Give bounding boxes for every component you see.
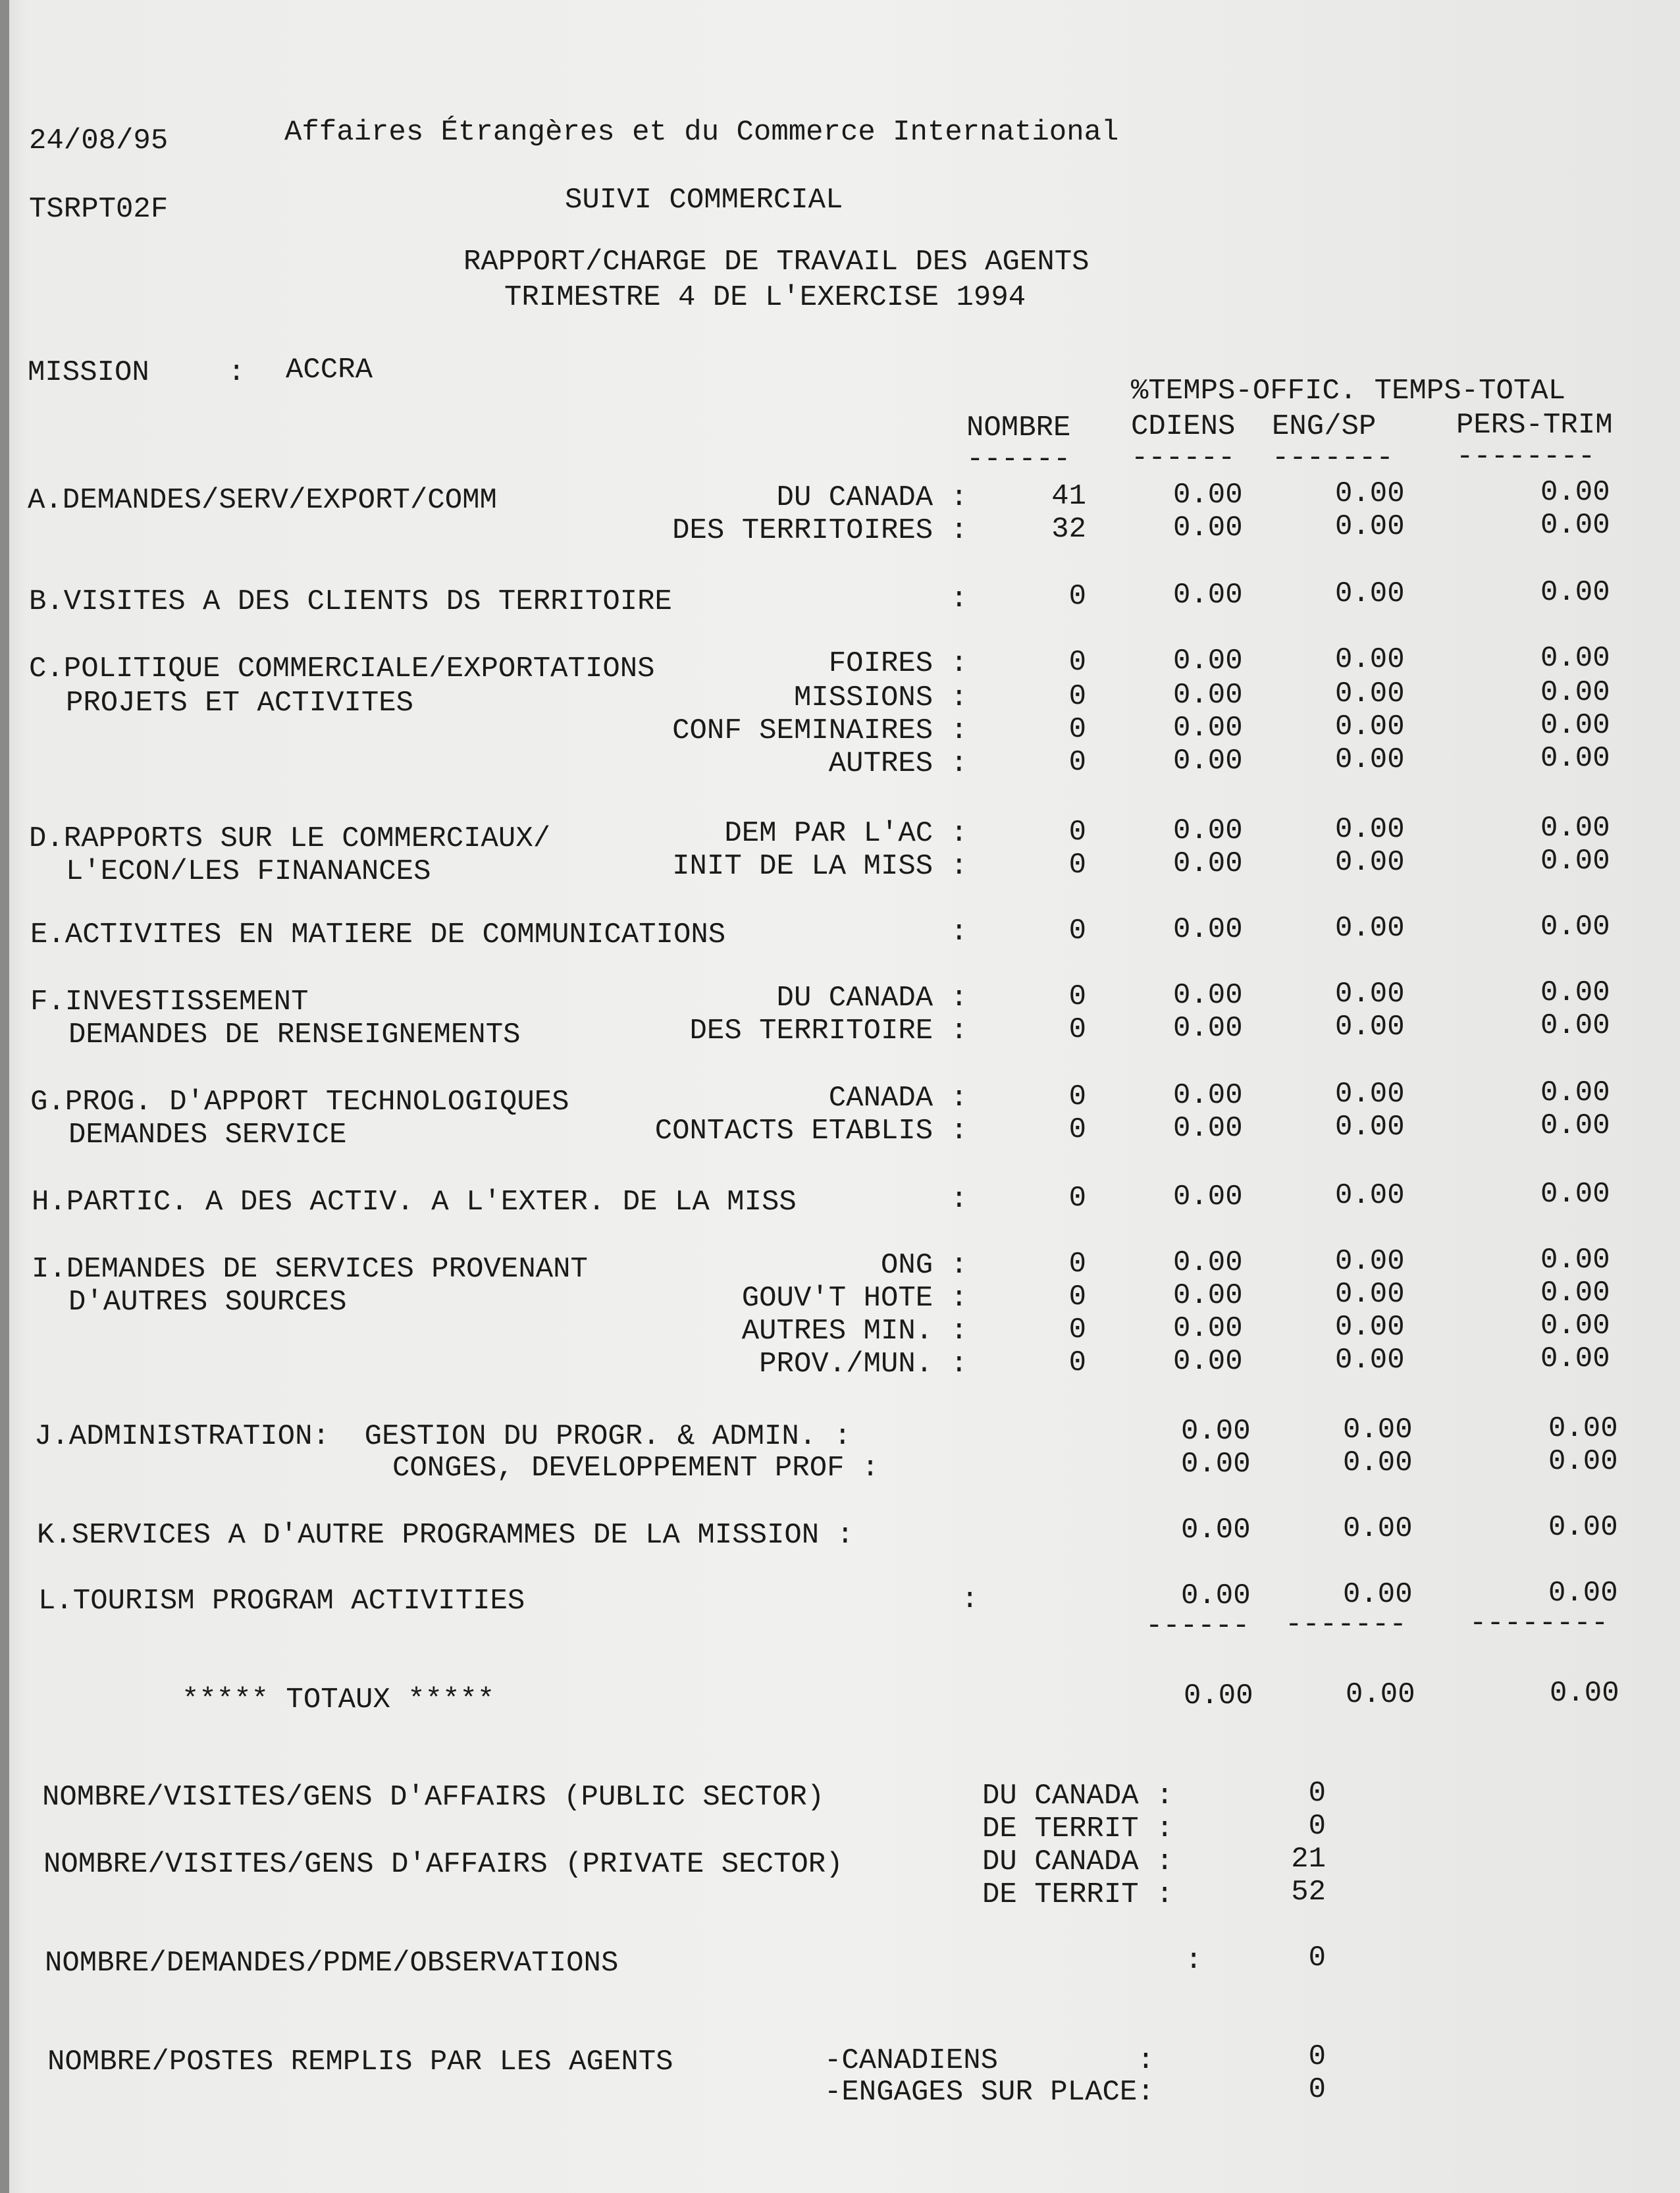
value-pers-trim: 0.00 <box>1540 509 1610 542</box>
row-sublabel: CONTACTS ETABLIS : <box>654 1115 968 1148</box>
value-nombre: 32 <box>1051 513 1086 546</box>
report-code: TSRPT02F <box>29 193 169 226</box>
value-engsp: 0.00 <box>1335 1311 1405 1344</box>
value-engsp: 0.00 <box>1335 912 1405 945</box>
mission-sep: : <box>228 356 246 389</box>
value-cdiens: 0.00 <box>1173 913 1243 946</box>
total-pers-trim: 0.00 <box>1550 1677 1619 1710</box>
visits-private-canada-value: 21 <box>1291 1843 1326 1876</box>
value-engsp: 0.00 <box>1343 1578 1413 1611</box>
report-date: 24/08/95 <box>29 124 169 157</box>
mission-label: MISSION <box>28 356 149 389</box>
value-engsp: 0.00 <box>1335 1111 1405 1144</box>
value-nombre: 0 <box>1068 914 1086 947</box>
postes-label: NOMBRE/POSTES REMPLIS PAR LES AGENTS <box>47 2046 673 2078</box>
value-pers-trim: 0.00 <box>1548 1445 1618 1478</box>
value-pers-trim: 0.00 <box>1548 1412 1618 1445</box>
value-engsp: 0.00 <box>1335 677 1405 710</box>
value-cdiens: 0.00 <box>1173 1246 1243 1279</box>
value-pers-trim: 0.00 <box>1540 1244 1610 1277</box>
value-pers-trim: 0.00 <box>1540 1178 1610 1211</box>
value-pers-trim: 0.00 <box>1540 812 1610 845</box>
mission-name: ACCRA <box>286 354 373 386</box>
value-cdiens: 0.00 <box>1173 1112 1243 1145</box>
value-nombre: 0 <box>1068 580 1086 613</box>
value-pers-trim: 0.00 <box>1540 845 1610 878</box>
value-nombre: 0 <box>1068 646 1086 679</box>
value-nombre: 0 <box>1068 1013 1086 1046</box>
row-sublabel: DU CANADA : <box>776 481 968 514</box>
value-cdiens: 0.00 <box>1173 479 1243 512</box>
value-pers-trim: 0.00 <box>1540 1309 1610 1342</box>
value-pers-trim: 0.00 <box>1540 1277 1610 1309</box>
value-cdiens: 0.00 <box>1173 1079 1243 1112</box>
row-sublabel: DEM PAR L'AC : <box>724 817 968 850</box>
row-label: C.POLITIQUE COMMERCIALE/EXPORTATIONS <box>29 652 655 685</box>
value-engsp: 0.00 <box>1335 510 1405 543</box>
value-nombre: 0 <box>1068 849 1086 882</box>
page-edge <box>0 0 9 2193</box>
row-label: PROJETS ET ACTIVITES <box>66 687 414 720</box>
value-pers-trim: 0.00 <box>1540 642 1610 675</box>
row-label: I.DEMANDES DE SERVICES PROVENANT <box>32 1253 588 1286</box>
value-engsp: 0.00 <box>1335 477 1405 510</box>
value-pers-trim: 0.00 <box>1540 911 1610 943</box>
value-pers-trim: 0.00 <box>1540 709 1610 742</box>
row-sublabel: FOIRES : <box>828 647 968 680</box>
column-group-heading: %TEMPS-OFFIC. TEMPS-TOTAL <box>1131 375 1566 408</box>
row-label: K.SERVICES A D'AUTRE PROGRAMMES DE LA MISSION : <box>37 1519 854 1552</box>
value-cdiens: 0.00 <box>1173 847 1243 880</box>
visits-public-canada-label: DU CANADA : <box>982 1780 1174 1812</box>
value-pers-trim: 0.00 <box>1540 1342 1610 1375</box>
row-label: G.PROG. D'APPORT TECHNOLOGIQUES <box>30 1086 569 1119</box>
column-heading-pers-trim: PERS-TRIM <box>1456 409 1613 442</box>
value-pers-trim: 0.00 <box>1540 1076 1610 1109</box>
value-engsp: 0.00 <box>1335 577 1405 610</box>
value-cdiens: 0.00 <box>1173 512 1243 544</box>
pdme-sep: : <box>1185 1944 1203 1977</box>
value-engsp: 0.00 <box>1335 743 1405 776</box>
row-sublabel: AUTRES : <box>828 747 968 780</box>
value-cdiens: 0.00 <box>1181 1514 1251 1546</box>
row-sublabel: DES TERRITOIRE : <box>689 1015 968 1047</box>
column-rule: ------ <box>1131 442 1236 475</box>
row-label: DEMANDES DE RENSEIGNEMENTS <box>68 1018 521 1051</box>
value-nombre: 0 <box>1068 713 1086 746</box>
totals-rule: ------ <box>1145 1610 1250 1643</box>
value-nombre: 0 <box>1068 1313 1086 1346</box>
row-sublabel: ONG : <box>880 1249 968 1282</box>
visits-public-territ-value: 0 <box>1308 1810 1326 1843</box>
column-rule: -------- <box>1456 440 1596 473</box>
value-pers-trim: 0.00 <box>1540 676 1610 709</box>
postes-canadiens-label: -CANADIENS : <box>824 2044 1155 2077</box>
value-nombre: 0 <box>1068 980 1086 1013</box>
value-nombre: 0 <box>1068 1080 1086 1113</box>
report-title: RAPPORT/CHARGE DE TRAVAIL DES AGENTS <box>463 246 1089 278</box>
value-engsp: 0.00 <box>1335 1011 1405 1044</box>
value-nombre: 0 <box>1068 680 1086 713</box>
value-pers-trim: 0.00 <box>1540 476 1610 509</box>
total-engsp: 0.00 <box>1346 1678 1415 1711</box>
value-nombre: 0 <box>1068 1113 1086 1146</box>
pdme-label: NOMBRE/DEMANDES/PDME/OBSERVATIONS <box>45 1947 619 1980</box>
visits-private-label: NOMBRE/VISITES/GENS D'AFFAIRS (PRIVATE SECTOR) <box>43 1848 843 1881</box>
row-label: L.TOURISM PROGRAM ACTIVITIES <box>38 1585 525 1618</box>
value-engsp: 0.00 <box>1335 643 1405 676</box>
pdme-value: 0 <box>1308 1942 1326 1974</box>
column-heading-cdiens: CDIENS <box>1131 410 1236 443</box>
value-cdiens: 0.00 <box>1173 814 1243 847</box>
value-pers-trim: 0.00 <box>1540 976 1610 1009</box>
column-rule: ------ <box>966 443 1071 476</box>
totals-rule: -------- <box>1469 1607 1609 1640</box>
row-label: E.ACTIVITES EN MATIERE DE COMMUNICATIONS <box>30 918 726 951</box>
value-nombre: 0 <box>1068 746 1086 779</box>
row-label: D.RAPPORTS SUR LE COMMERCIAUX/ <box>29 822 551 855</box>
value-cdiens: 0.00 <box>1173 579 1243 612</box>
value-nombre: 41 <box>1051 480 1086 513</box>
visits-public-territ-label: DE TERRIT : <box>982 1812 1174 1845</box>
row-sublabel: DU CANADA : <box>776 982 968 1015</box>
value-engsp: 0.00 <box>1335 1078 1405 1111</box>
value-cdiens: 0.00 <box>1173 745 1243 778</box>
row-label: B.VISITES A DES CLIENTS DS TERRITOIRE <box>29 585 672 618</box>
value-cdiens: 0.00 <box>1181 1448 1251 1481</box>
postes-engages-label: -ENGAGES SUR PLACE: <box>824 2076 1155 2109</box>
row-label: F.INVESTISSEMENT <box>30 986 309 1018</box>
value-pers-trim: 0.00 <box>1540 576 1610 609</box>
row-sublabel: MISSIONS : <box>793 681 968 714</box>
totals-rule: ------- <box>1285 1608 1407 1641</box>
value-cdiens: 0.00 <box>1181 1579 1251 1612</box>
row-sublabel: GOUV'T HOTE : <box>741 1282 968 1315</box>
visits-private-canada-label: DU CANADA : <box>982 1845 1174 1878</box>
value-nombre: 0 <box>1068 816 1086 849</box>
value-nombre: 0 <box>1068 1281 1086 1313</box>
value-cdiens: 0.00 <box>1173 979 1243 1012</box>
column-rule: ------- <box>1272 442 1394 475</box>
row-sublabel: : <box>950 916 968 949</box>
value-pers-trim: 0.00 <box>1540 1109 1610 1142</box>
row-label: J.ADMINISTRATION: GESTION DU PROGR. & ADMIN. : <box>34 1420 852 1453</box>
value-engsp: 0.00 <box>1335 846 1405 879</box>
ministry-name: Affaires Étrangères et du Commerce International <box>284 116 1119 149</box>
row-sublabel: AUTRES MIN. : <box>741 1315 968 1348</box>
value-pers-trim: 0.00 <box>1548 1511 1618 1544</box>
row-sublabel: : <box>961 1583 979 1616</box>
value-engsp: 0.00 <box>1335 1179 1405 1212</box>
row-sublabel: INIT DE LA MISS : <box>672 850 968 883</box>
value-cdiens: 0.00 <box>1173 1345 1243 1378</box>
value-cdiens: 0.00 <box>1173 712 1243 745</box>
row-label: A.DEMANDES/SERV/EXPORT/COMM <box>28 484 497 517</box>
row-sublabel: CANADA : <box>828 1082 968 1115</box>
value-engsp: 0.00 <box>1335 1245 1405 1278</box>
value-cdiens: 0.00 <box>1173 1279 1243 1312</box>
value-nombre: 0 <box>1068 1346 1086 1379</box>
row-sublabel: PROV./MUN. : <box>759 1348 968 1381</box>
value-cdiens: 0.00 <box>1181 1415 1251 1448</box>
row-sublabel: : <box>950 583 968 616</box>
value-nombre: 0 <box>1068 1182 1086 1215</box>
visits-public-label: NOMBRE/VISITES/GENS D'AFFAIRS (PUBLIC SECTOR) <box>42 1781 825 1814</box>
postes-engages-value: 0 <box>1308 2073 1326 2106</box>
value-pers-trim: 0.00 <box>1540 742 1610 775</box>
row-label: L'ECON/LES FINANANCES <box>66 855 431 888</box>
value-cdiens: 0.00 <box>1173 1312 1243 1345</box>
column-heading-engsp: ENG/SP <box>1272 410 1377 443</box>
totals-label: ***** TOTAUX ***** <box>182 1683 495 1716</box>
value-engsp: 0.00 <box>1343 1512 1413 1545</box>
value-engsp: 0.00 <box>1343 1414 1413 1446</box>
value-pers-trim: 0.00 <box>1548 1577 1618 1610</box>
visits-private-territ-label: DE TERRIT : <box>982 1878 1174 1911</box>
row-label: DEMANDES SERVICE <box>68 1119 347 1151</box>
value-cdiens: 0.00 <box>1173 645 1243 677</box>
row-sublabel: CONF SEMINAIRES : <box>672 714 968 747</box>
visits-public-canada-value: 0 <box>1308 1777 1326 1810</box>
row-label: D'AUTRES SOURCES <box>68 1286 347 1319</box>
value-nombre: 0 <box>1068 1248 1086 1281</box>
value-engsp: 0.00 <box>1335 813 1405 846</box>
total-cdiens: 0.00 <box>1184 1679 1253 1712</box>
value-engsp: 0.00 <box>1335 1344 1405 1377</box>
visits-private-territ-value: 52 <box>1291 1876 1326 1909</box>
column-heading-nombre: NOMBRE <box>966 411 1071 444</box>
system-name: SUIVI COMMERCIAL <box>565 184 843 217</box>
row-sublabel: CONGES, DEVELOPPEMENT PROF : <box>392 1452 879 1485</box>
value-cdiens: 0.00 <box>1173 1180 1243 1213</box>
value-engsp: 0.00 <box>1343 1446 1413 1479</box>
postes-canadiens-value: 0 <box>1308 2040 1326 2073</box>
value-pers-trim: 0.00 <box>1540 1009 1610 1042</box>
value-engsp: 0.00 <box>1335 978 1405 1011</box>
value-engsp: 0.00 <box>1335 1278 1405 1311</box>
report-period: TRIMESTRE 4 DE L'EXERCISE 1994 <box>504 281 1026 314</box>
value-cdiens: 0.00 <box>1173 679 1243 712</box>
value-cdiens: 0.00 <box>1173 1012 1243 1045</box>
row-sublabel: : <box>950 1183 968 1216</box>
value-engsp: 0.00 <box>1335 710 1405 743</box>
row-label: H.PARTIC. A DES ACTIV. A L'EXTER. DE LA MISS <box>32 1186 797 1219</box>
row-sublabel: DES TERRITOIRES : <box>672 514 968 547</box>
